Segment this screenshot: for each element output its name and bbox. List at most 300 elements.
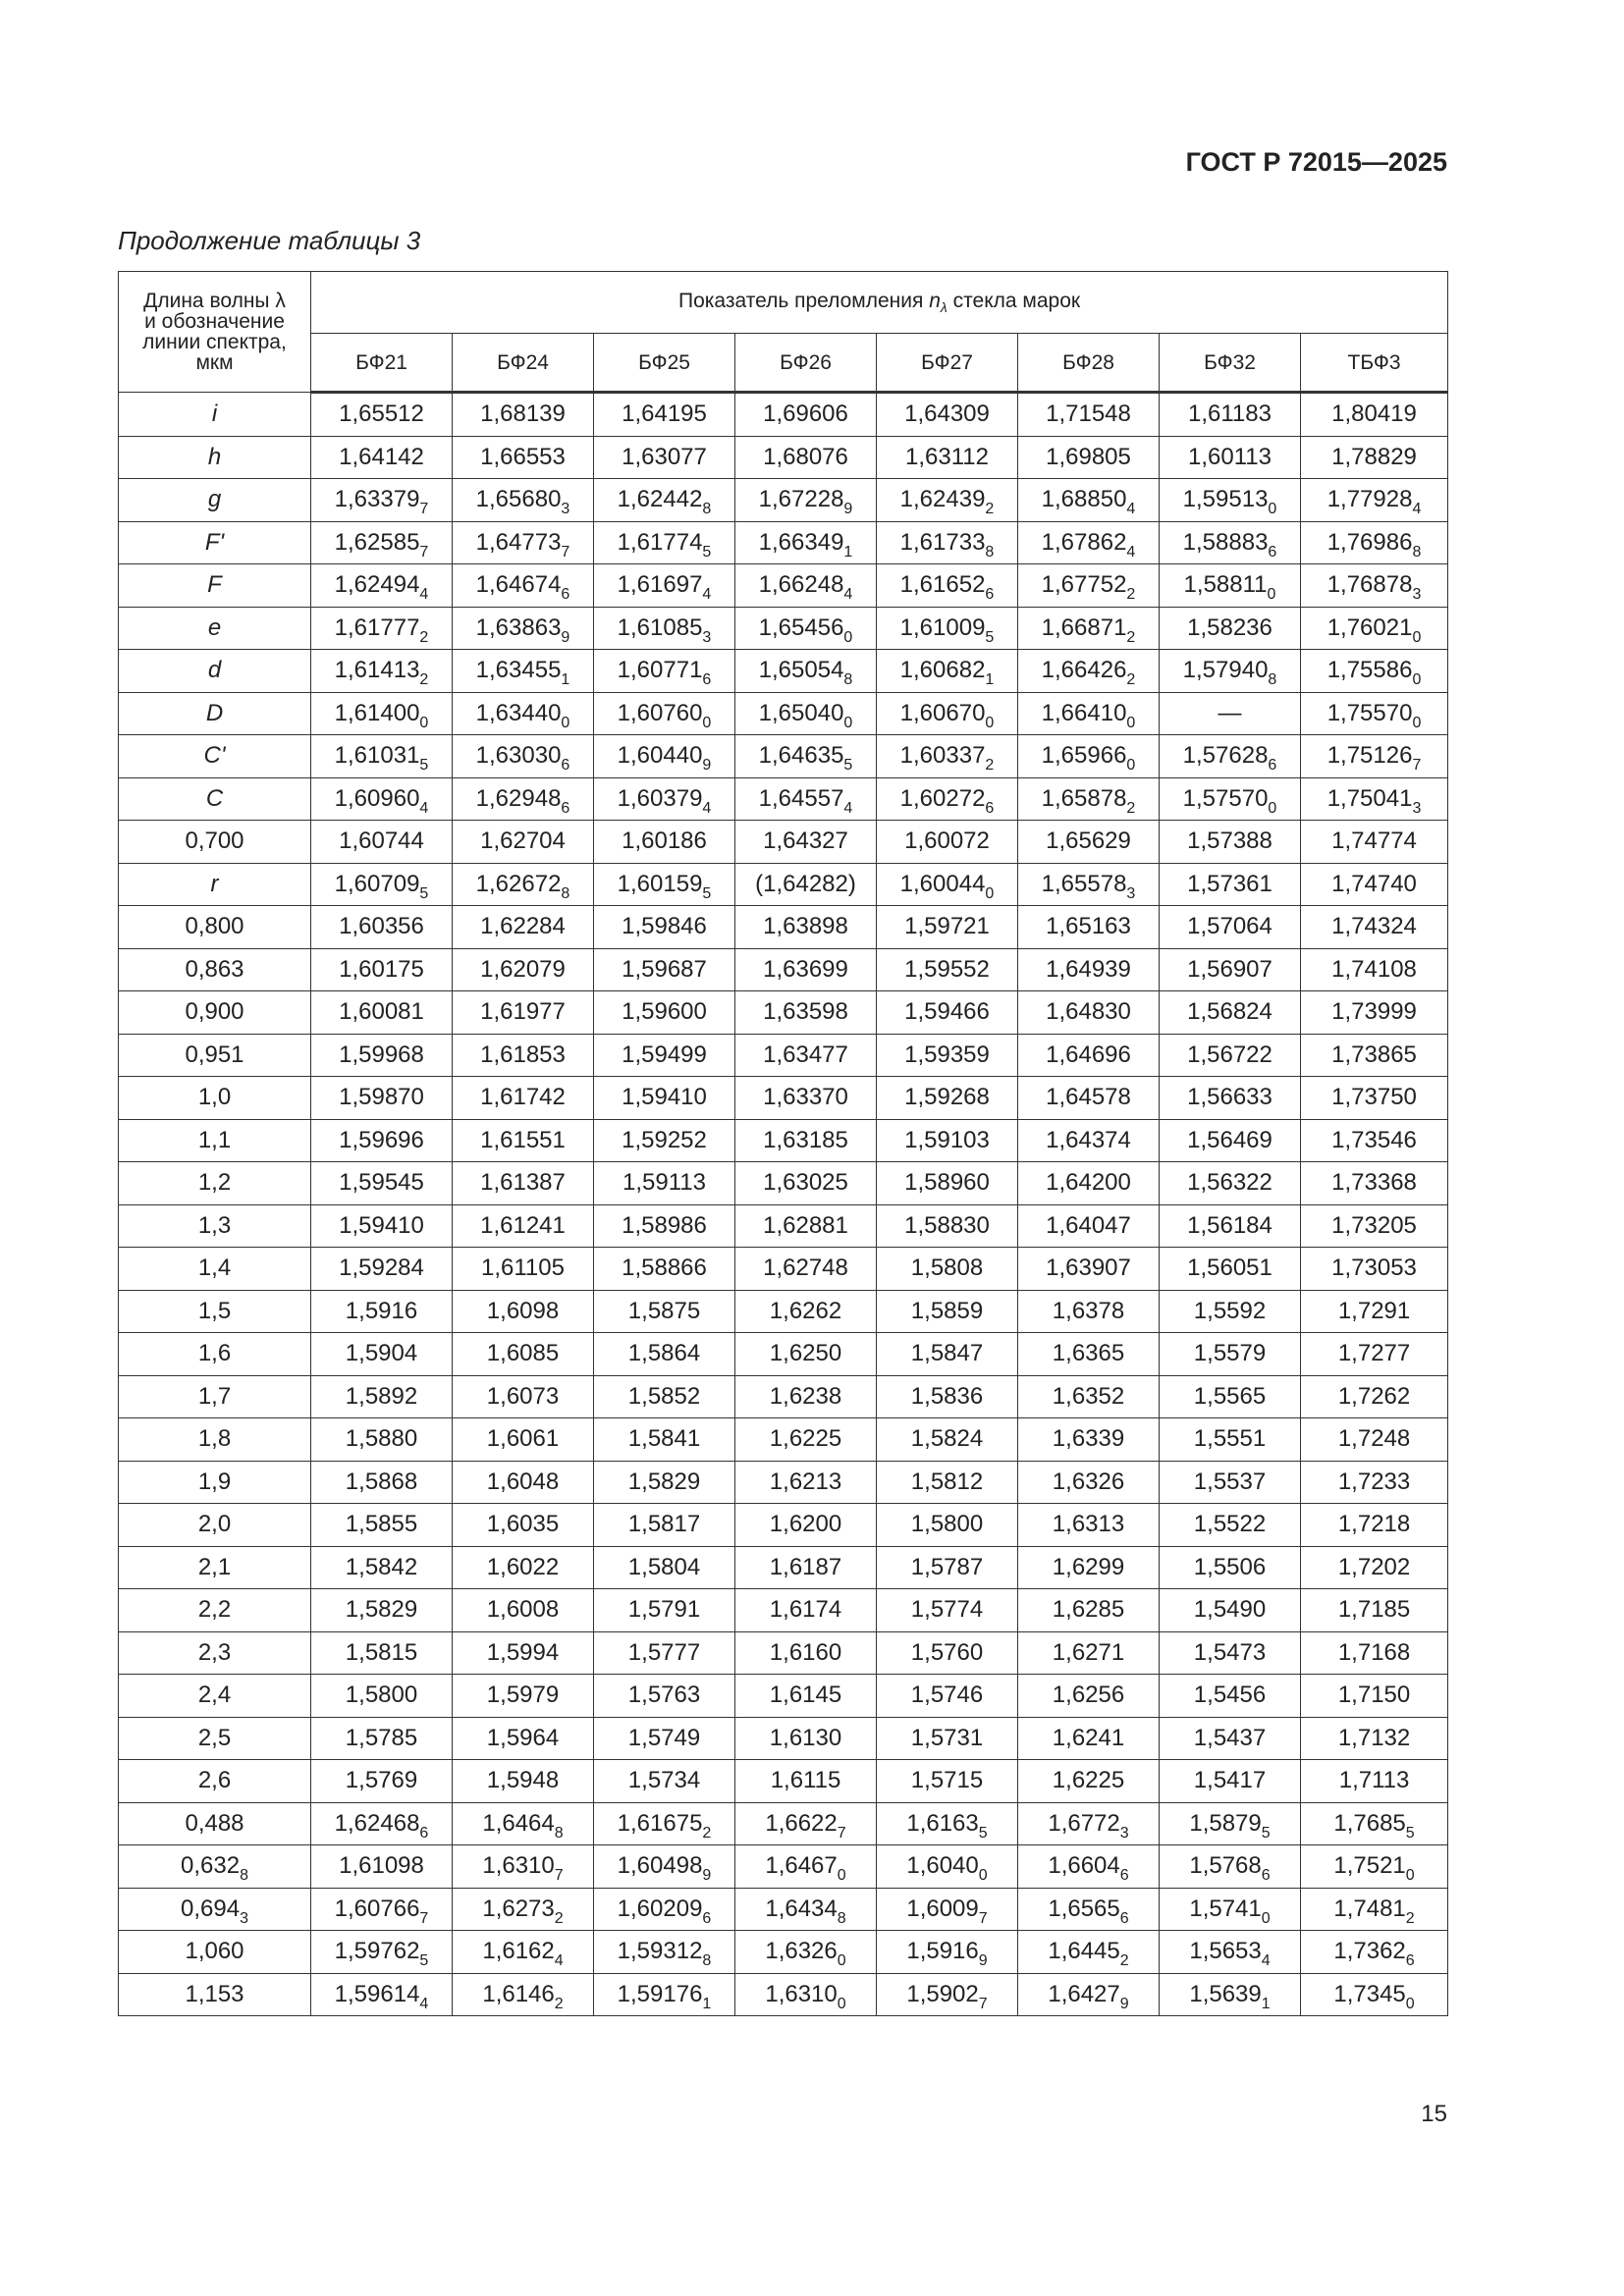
- index-value-cell-text: 1,5522: [1193, 1511, 1267, 1538]
- subscript-digit: 4: [419, 799, 429, 817]
- index-value-cell: [453, 1375, 594, 1418]
- index-value-cell: [1160, 1034, 1301, 1077]
- index-value-cell: [877, 1461, 1018, 1504]
- index-value-cell-text: $1,64674_6$: [475, 571, 570, 604]
- index-value-cell-text: 1,65629: [1046, 828, 1131, 855]
- index-value-cell: [877, 948, 1018, 991]
- index-value-cell: [735, 1418, 877, 1462]
- index-value-cell: [1018, 1204, 1160, 1248]
- index-value-cell-text: 1,56907: [1187, 955, 1272, 983]
- index-value-cell-text: 1,73368: [1331, 1169, 1417, 1197]
- index-value-cell-text: 1,6130: [769, 1724, 842, 1751]
- lambda-subscript: λ: [940, 299, 947, 315]
- index-value-cell-text: 1,57388: [1187, 828, 1272, 855]
- index-value-cell: [1301, 863, 1448, 906]
- index-value-cell-text: $1,7362_6$: [1333, 1938, 1415, 1970]
- table-row: [119, 1931, 1448, 1974]
- wavelength-cell-text: 1,4: [197, 1255, 232, 1282]
- subscript-digit: 0: [837, 1867, 846, 1885]
- index-value-cell: [311, 1461, 453, 1504]
- index-value-cell: [735, 1973, 877, 2016]
- wavelength-cell-text: 2,2: [197, 1596, 232, 1624]
- subscript-digit: 8: [702, 1952, 712, 1970]
- index-value-cell-text: 1,73053: [1331, 1255, 1417, 1282]
- index-value-cell-text: 1,63025: [763, 1169, 848, 1197]
- subscript-digit: 7: [978, 1995, 988, 2012]
- wavelength-cell-text: 2,6: [197, 1767, 232, 1794]
- index-value-cell-text: 1,64047: [1046, 1211, 1131, 1239]
- index-value-cell-text: $1,6772_3$: [1048, 1809, 1129, 1842]
- index-value-cell-text: 1,5892: [345, 1382, 418, 1410]
- index-value-cell: [594, 1248, 735, 1291]
- index-value-cell-text: $1,5653_4$: [1189, 1938, 1271, 1970]
- index-value-cell: [1160, 1418, 1301, 1462]
- index-value-cell-text: 1,6061: [486, 1425, 560, 1453]
- index-value-cell: [1018, 1504, 1160, 1547]
- subscript-digit: 1: [561, 671, 570, 689]
- index-value-cell-text: 1,59113: [623, 1169, 706, 1197]
- index-value-cell: [594, 393, 735, 437]
- index-value-cell: [735, 821, 877, 864]
- index-value-cell-text: 1,5791: [627, 1596, 701, 1624]
- index-value-cell: [594, 436, 735, 479]
- index-value-cell-text: 1,6022: [486, 1553, 560, 1580]
- index-value-cell: [1160, 1248, 1301, 1291]
- index-value-cell-text: $1,61774_5$: [617, 528, 712, 561]
- wavelength-cell: [119, 1290, 311, 1333]
- index-value-cell: [311, 1162, 453, 1205]
- index-value-cell: [453, 821, 594, 864]
- wavelength-header-line: мкм: [195, 351, 234, 374]
- table-row: [119, 991, 1448, 1035]
- index-value-cell-text: 1,5749: [627, 1724, 701, 1751]
- index-value-cell-text: $1,6310_7$: [482, 1852, 564, 1885]
- index-value-cell-text: 1,6174: [769, 1596, 842, 1624]
- index-value-cell-text: 1,56722: [1187, 1041, 1272, 1068]
- wavelength-cell-text: r: [210, 870, 219, 897]
- index-value-cell: [1160, 863, 1301, 906]
- index-value-cell-text: 1,5787: [910, 1553, 984, 1580]
- index-value-cell-text: 1,59600: [622, 998, 707, 1026]
- wavelength-cell: [119, 1162, 311, 1205]
- table-row: [119, 1333, 1448, 1376]
- index-value-cell: [877, 1931, 1018, 1974]
- index-value-cell: [1301, 1675, 1448, 1718]
- index-value-cell-text: 1,5916: [345, 1297, 418, 1324]
- index-value-cell-text: $1,6326_0$: [765, 1938, 846, 1970]
- wavelength-cell: [119, 1802, 311, 1845]
- index-value-cell-text: 1,6160: [769, 1638, 842, 1666]
- index-value-cell-text: $1,7481_2$: [1333, 1895, 1415, 1927]
- index-value-cell-text: (1,64282): [755, 870, 856, 897]
- index-value-cell: [877, 479, 1018, 522]
- table-row: [119, 1888, 1448, 1931]
- index-value-cell-text: $1,75570_0$: [1326, 699, 1422, 731]
- table-row: [119, 1077, 1448, 1120]
- subscript-digit: 0: [1412, 714, 1422, 731]
- index-value-cell-text: $1,65456_0$: [758, 614, 853, 646]
- index-value-cell: [877, 1333, 1018, 1376]
- table-continuation-caption: Продолжение таблицы 3: [118, 226, 421, 255]
- index-value-cell: [453, 1418, 594, 1462]
- index-value-cell: [594, 1290, 735, 1333]
- index-value-cell: [1018, 948, 1160, 991]
- subscript-digit: 6: [1261, 1867, 1271, 1885]
- index-value-cell: [594, 650, 735, 693]
- index-value-cell: [877, 735, 1018, 778]
- index-value-cell: [877, 521, 1018, 564]
- index-value-cell-text: 1,7113: [1338, 1767, 1410, 1794]
- wavelength-cell: [119, 521, 311, 564]
- wavelength-cell: [119, 1504, 311, 1547]
- index-value-cell: [735, 1461, 877, 1504]
- index-value-cell: [453, 1034, 594, 1077]
- index-value-cell-text: 1,59552: [904, 955, 990, 983]
- index-value-cell-text: $1,61031_5$: [334, 742, 429, 774]
- subscript-digit: 5: [1261, 1824, 1271, 1842]
- index-value-cell-text: 1,5948: [486, 1767, 560, 1794]
- table-row: [119, 692, 1448, 735]
- index-value-cell: [594, 564, 735, 608]
- grade-header: ТБФ3: [1301, 334, 1448, 393]
- index-value-cell: [1160, 436, 1301, 479]
- table-row: [119, 607, 1448, 650]
- subscript-digit: 4: [843, 799, 853, 817]
- index-value-cell: [311, 1973, 453, 2016]
- index-value-cell-text: $1,65966_0$: [1041, 742, 1136, 774]
- index-value-cell: [1018, 436, 1160, 479]
- index-value-cell: [1018, 1162, 1160, 1205]
- index-value-cell: [453, 1119, 594, 1162]
- wavelength-cell-text: h: [207, 443, 222, 470]
- index-value-cell-text: $1,63379_7$: [334, 486, 429, 518]
- subscript-digit: 3: [561, 501, 570, 518]
- index-value-cell-text: $1,60709_5$: [334, 870, 429, 902]
- index-value-cell: [594, 1589, 735, 1632]
- table-row: [119, 1589, 1448, 1632]
- wavelength-cell: [119, 1333, 311, 1376]
- index-value-cell-text: 1,5760: [910, 1638, 984, 1666]
- index-value-cell: [594, 1077, 735, 1120]
- index-value-cell-text: 1,68139: [480, 400, 566, 428]
- index-value-cell: [1018, 692, 1160, 735]
- index-value-cell-text: 1,5800: [345, 1682, 418, 1709]
- index-value-cell: [1018, 1717, 1160, 1760]
- index-value-cell-text: $1,64557_4$: [758, 784, 853, 817]
- index-value-cell-text: 1,6299: [1052, 1553, 1125, 1580]
- wavelength-cell-text: 1,1: [197, 1126, 232, 1153]
- index-value-cell: [453, 692, 594, 735]
- subscript-digit: 9: [843, 501, 853, 518]
- index-value-cell: [594, 607, 735, 650]
- index-value-cell: [735, 906, 877, 949]
- index-value-cell-text: 1,61853: [480, 1041, 566, 1068]
- index-value-cell-text: 1,5417: [1193, 1767, 1267, 1794]
- index-value-cell-text: $1,57940_8$: [1182, 657, 1277, 689]
- index-value-cell: [594, 1461, 735, 1504]
- index-value-cell-text: $1,61697_4$: [617, 571, 712, 604]
- index-value-cell: [1160, 1589, 1301, 1632]
- index-value-cell-text: 1,6008: [486, 1596, 560, 1624]
- index-value-cell-text: $1,61009_5$: [899, 614, 995, 646]
- index-value-cell: [1301, 479, 1448, 522]
- index-value-cell-text: 1,5746: [910, 1682, 984, 1709]
- index-value-cell: [1160, 1504, 1301, 1547]
- index-value-cell-text: $1,59614_4$: [334, 1980, 429, 2012]
- index-value-cell: [1018, 393, 1160, 437]
- index-value-cell: [1301, 607, 1448, 650]
- index-value-cell-text: $1,6163_5$: [906, 1809, 988, 1842]
- index-value-cell-text: $1,76878_3$: [1326, 571, 1422, 604]
- table-row: [119, 1973, 1448, 2016]
- subscript-digit: 8: [1268, 671, 1277, 689]
- index-value-cell-text: 1,71548: [1046, 400, 1131, 428]
- index-value-cell-text: 1,7262: [1337, 1382, 1411, 1410]
- index-value-cell: [1301, 393, 1448, 437]
- index-value-cell: [594, 1034, 735, 1077]
- subscript-digit: 8: [240, 1867, 248, 1885]
- wavelength-cell-text: 1,2: [197, 1169, 232, 1197]
- index-value-cell-text: 1,56469: [1187, 1126, 1272, 1153]
- index-value-cell-text: $1,6146_2$: [482, 1980, 564, 2012]
- wavelength-cell-text: 2,1: [197, 1553, 232, 1580]
- index-value-cell: [1160, 1546, 1301, 1589]
- subscript-digit: 0: [1126, 714, 1136, 731]
- index-value-cell-text: 1,59410: [339, 1211, 424, 1239]
- table-row: [119, 906, 1448, 949]
- index-value-cell: [735, 1248, 877, 1291]
- refractive-index-group-header: [311, 272, 1448, 334]
- index-value-cell: [1301, 521, 1448, 564]
- subscript-digit: 7: [419, 543, 429, 561]
- index-value-cell: [311, 948, 453, 991]
- index-value-cell-text: 1,73205: [1331, 1211, 1417, 1239]
- index-value-cell: [1301, 777, 1448, 821]
- subscript-digit: 0: [843, 628, 853, 646]
- index-value-cell-text: $1,61400_0$: [334, 699, 429, 731]
- index-value-cell: [594, 1760, 735, 1803]
- index-value-cell-text: $1,5768_6$: [1189, 1852, 1271, 1885]
- index-value-cell: [594, 1504, 735, 1547]
- table-row: [119, 479, 1448, 522]
- index-value-cell-text: 1,5868: [345, 1468, 418, 1495]
- index-value-cell: [594, 1418, 735, 1462]
- index-value-cell: [453, 1504, 594, 1547]
- subscript-digit: 5: [419, 757, 429, 774]
- index-value-cell-text: 1,59466: [904, 998, 990, 1026]
- table-row: [119, 1248, 1448, 1291]
- index-value-cell: [1301, 906, 1448, 949]
- index-value-cell-text: 1,5777: [627, 1638, 701, 1666]
- index-value-cell-text: 1,61105: [481, 1255, 565, 1282]
- index-value-cell: [311, 393, 453, 437]
- index-value-cell: [311, 1802, 453, 1845]
- index-value-cell: [594, 735, 735, 778]
- index-value-cell-text: 1,63077: [622, 443, 707, 470]
- index-value-cell: [877, 692, 1018, 735]
- index-value-cell-text: 1,5456: [1193, 1682, 1267, 1709]
- index-value-cell: [594, 521, 735, 564]
- table-row: [119, 1034, 1448, 1077]
- table-row: [119, 1631, 1448, 1675]
- subscript-digit: 0: [702, 714, 712, 731]
- subscript-digit: 6: [561, 586, 570, 604]
- wavelength-cell: [119, 1119, 311, 1162]
- index-value-cell: [594, 906, 735, 949]
- index-value-cell-text: 1,6313: [1052, 1511, 1125, 1538]
- index-value-cell: [1018, 1290, 1160, 1333]
- subscript-digit: 0: [561, 714, 570, 731]
- index-value-cell: [1301, 1418, 1448, 1462]
- index-value-cell: [877, 393, 1018, 437]
- table-row: [119, 1845, 1448, 1889]
- index-value-cell-text: 1,6073: [486, 1382, 560, 1410]
- index-value-cell: [1301, 1461, 1448, 1504]
- subscript-digit: 6: [1268, 543, 1277, 561]
- index-value-cell: [735, 1077, 877, 1120]
- index-value-cell: [1160, 1119, 1301, 1162]
- wavelength-cell-text: e: [207, 614, 222, 641]
- index-value-cell: [1160, 1845, 1301, 1889]
- index-value-cell-text: 1,6262: [769, 1297, 842, 1324]
- index-value-cell-text: 1,60744: [339, 828, 424, 855]
- subscript-digit: 0: [985, 714, 995, 731]
- wavelength-cell-text: i: [211, 400, 218, 427]
- wavelength-cell: [119, 1717, 311, 1760]
- subscript-digit: 0: [419, 714, 429, 731]
- subscript-digit: 0: [1412, 628, 1422, 646]
- index-value-cell: [1018, 1760, 1160, 1803]
- index-value-cell: [1160, 777, 1301, 821]
- subscript-digit: 7: [978, 1909, 988, 1927]
- index-value-cell-text: $1,75126_7$: [1326, 742, 1422, 774]
- index-value-cell: [453, 1888, 594, 1931]
- subscript-digit: 0: [1126, 757, 1136, 774]
- index-value-cell: [311, 607, 453, 650]
- index-value-cell-text: $1,66410_0$: [1041, 699, 1136, 731]
- index-value-cell-text: 1,59721: [904, 913, 990, 940]
- wavelength-cell-text: 1,9: [197, 1468, 232, 1495]
- subscript-digit: 9: [978, 1952, 988, 1970]
- index-value-cell-text: $1,6273_2$: [482, 1895, 564, 1927]
- index-value-cell: [1160, 521, 1301, 564]
- index-value-cell-text: 1,5715: [910, 1767, 984, 1794]
- wavelength-cell: [119, 1973, 311, 2016]
- subscript-digit: 2: [1119, 1952, 1129, 1970]
- table-row: [119, 393, 1448, 437]
- index-value-cell-text: $1,65878_2$: [1041, 784, 1136, 817]
- index-value-cell-text: $1,60337_2$: [899, 742, 995, 774]
- index-value-cell-text: 1,58960: [904, 1169, 990, 1197]
- subscript-digit: 4: [1126, 543, 1136, 561]
- index-value-cell: [877, 1888, 1018, 1931]
- index-value-cell-text: 1,6098: [486, 1297, 560, 1324]
- index-value-cell-text: $1,6434_8$: [765, 1895, 846, 1927]
- index-value-cell: [1018, 735, 1160, 778]
- index-value-cell-text: $1,5639_1$: [1189, 1980, 1271, 2012]
- index-value-cell: [735, 393, 877, 437]
- index-value-cell: [594, 1973, 735, 2016]
- index-value-cell-text: $1,62442_8$: [617, 486, 712, 518]
- subscript-digit: 5: [843, 757, 853, 774]
- index-value-cell-text: 1,6365: [1052, 1340, 1125, 1367]
- index-value-cell: [453, 1204, 594, 1248]
- index-value-cell: [877, 1546, 1018, 1589]
- index-value-cell: [1160, 1888, 1301, 1931]
- index-value-cell-text: 1,7202: [1337, 1553, 1411, 1580]
- index-value-cell: [877, 991, 1018, 1035]
- index-value-cell: [453, 650, 594, 693]
- wavelength-cell: [119, 436, 311, 479]
- table-row: [119, 650, 1448, 693]
- index-value-cell-text: 1,5565: [1193, 1382, 1267, 1410]
- index-value-cell: [453, 1845, 594, 1889]
- subscript-digit: 9: [561, 628, 570, 646]
- index-value-cell-text: 1,68076: [763, 443, 848, 470]
- index-value-cell-text: 1,6285: [1052, 1596, 1125, 1624]
- index-value-cell: [735, 1162, 877, 1205]
- table-row: [119, 1546, 1448, 1589]
- index-value-cell-text: 1,74774: [1331, 828, 1417, 855]
- index-value-cell: [1018, 906, 1160, 949]
- index-value-cell-text: $1,77928_4$: [1326, 486, 1422, 518]
- subscript-digit: 0: [843, 714, 853, 731]
- index-value-cell-text: 1,59103: [904, 1126, 990, 1153]
- index-value-cell: [1301, 1375, 1448, 1418]
- index-value-cell-text: 1,64578: [1046, 1084, 1131, 1111]
- index-value-cell-text: 1,5817: [627, 1511, 701, 1538]
- index-value-cell: [1301, 991, 1448, 1035]
- index-value-cell-text: —: [1218, 699, 1242, 726]
- table-body: [119, 393, 1448, 2016]
- index-value-cell: [1160, 1760, 1301, 1803]
- index-value-cell-text: 1,59870: [339, 1084, 424, 1111]
- index-value-cell: [1018, 821, 1160, 864]
- index-value-cell: [311, 1888, 453, 1931]
- subscript-digit: 7: [1412, 757, 1422, 774]
- table-row: [119, 1675, 1448, 1718]
- index-value-cell: [735, 1631, 877, 1675]
- index-value-cell: [877, 1077, 1018, 1120]
- index-value-cell-text: 1,5829: [627, 1468, 701, 1495]
- index-value-cell: [735, 1119, 877, 1162]
- index-value-cell-text: $1,64635_5$: [758, 742, 853, 774]
- subscript-digit: 1: [985, 671, 995, 689]
- index-value-cell-text: 1,58866: [622, 1255, 707, 1282]
- index-value-cell-text: 1,5964: [486, 1724, 560, 1751]
- index-value-cell: [1301, 1333, 1448, 1376]
- index-value-cell-text: $1,6009_7$: [906, 1895, 988, 1927]
- index-value-cell-text: 1,63185: [763, 1126, 848, 1153]
- index-value-cell: [1301, 1931, 1448, 1974]
- index-value-cell-text: 1,5551: [1193, 1425, 1267, 1453]
- index-value-cell-text: 1,73999: [1331, 998, 1417, 1026]
- subscript-digit: 4: [1126, 501, 1136, 518]
- index-value-cell-text: $1,6565_6$: [1048, 1895, 1129, 1927]
- index-value-cell-text: 1,73546: [1331, 1126, 1417, 1153]
- index-value-cell-text: 1,6326: [1052, 1468, 1125, 1495]
- index-value-cell-text: 1,6238: [769, 1382, 842, 1410]
- index-value-cell-text: 1,59268: [904, 1084, 990, 1111]
- index-value-cell: [735, 1546, 877, 1589]
- index-value-cell-text: $1,59312_8$: [617, 1938, 712, 1970]
- index-value-cell-text: 1,6378: [1052, 1297, 1125, 1324]
- index-value-cell-text: 1,5769: [345, 1767, 418, 1794]
- index-value-cell-text: 1,58986: [622, 1211, 707, 1239]
- index-value-cell: [1018, 479, 1160, 522]
- index-value-cell: [1301, 1589, 1448, 1632]
- wavelength-cell: [119, 1675, 311, 1718]
